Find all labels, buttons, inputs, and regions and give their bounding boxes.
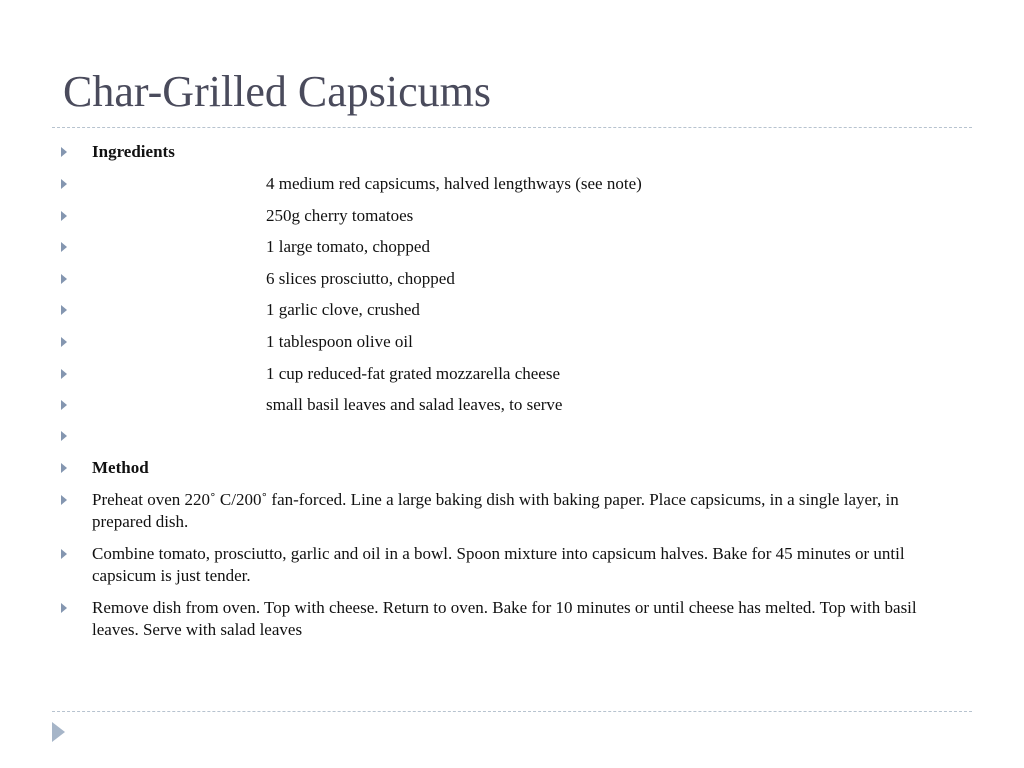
ingredients-heading: Ingredients [92,142,175,161]
ingredient-text: 250g cherry tomatoes [266,206,414,225]
triangle-bullet-icon [61,369,67,379]
ingredient-text: 1 cup reduced-fat grated mozzarella cheese [266,364,561,383]
triangle-bullet-icon [61,147,67,157]
triangle-bullet-icon [61,274,67,284]
ingredient-text: 1 garlic clove, crushed [266,300,420,319]
ingredient-text: 1 large tomato, chopped [266,237,430,256]
slide-title: Char-Grilled Capsicums [63,67,492,116]
triangle-bullet-icon [61,603,67,613]
footer-arrow-icon [52,722,65,742]
footer-divider [52,711,972,712]
ingredient-text: 4 medium red capsicums, halved lengthways (see note) [266,174,642,193]
triangle-bullet-icon [61,463,67,473]
method-step-text: Remove dish from oven. Top with cheese. Return to oven. Bake for 10 minutes or until cheese has melted. Top with basil leaves. Serve with salad leaves [92,598,917,639]
triangle-bullet-icon [61,305,67,315]
triangle-bullet-icon [61,337,67,347]
triangle-bullet-icon [61,400,67,410]
triangle-bullet-icon [61,549,67,559]
ingredient-text: 6 slices prosciutto, chopped [266,269,455,288]
triangle-bullet-icon [61,431,67,441]
method-step-text: Combine tomato, prosciutto, garlic and oil in a bowl. Spoon mixture into capsicum halves. Bake for 45 minutes or until capsicum is just tender. [92,544,905,585]
triangle-bullet-icon [61,179,67,189]
method-heading: Method [92,458,149,477]
triangle-bullet-icon [61,211,67,221]
ingredient-text: 1 tablespoon olive oil [266,332,413,351]
triangle-bullet-icon [61,242,67,252]
ingredient-text: small basil leaves and salad leaves, to serve [266,395,563,414]
method-step-text: Preheat oven 220˚ C/200˚ fan-forced. Line a large baking dish with baking paper. Place capsicums, in a single layer, in prepared dish. [92,490,899,531]
triangle-bullet-icon [61,495,67,505]
